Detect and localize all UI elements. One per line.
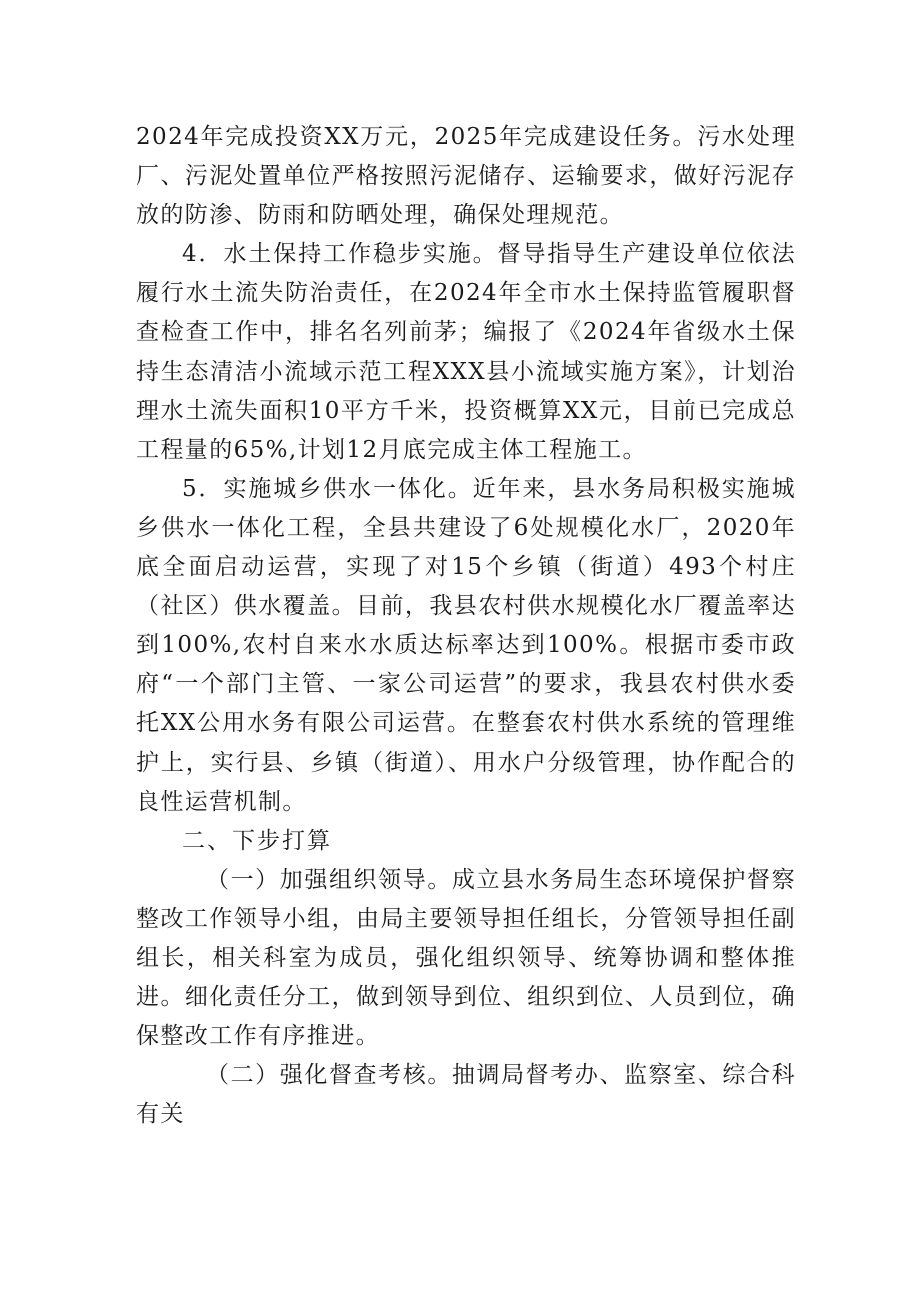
- section-heading-next-steps: 二、下步打算: [182, 827, 332, 854]
- paragraph-soil-conservation: 4．水土保持工作稳步实施。督导指导生产建设单位依法履行水土流失防治责任，在2024年全市水土保持监管履职督查检查工作中，排名名列前茅；编报了《2024年省级水土保持生态清洁小流域示范工程XXX县小流域实施方案》，计划治理水土流失面积10平方千米，投资概算XX元，目前已完成总工程量的65%,计划12月底完成主体工程施工。: [136, 241, 796, 463]
- paragraph-continuation: 2024年完成投资XX万元，2025年完成建设任务。污水处理厂、污泥处置单位严格按照污泥储存、运输要求，做好污泥存放的防渗、防雨和防晒处理，确保处理规范。: [136, 124, 796, 229]
- document-body: [136, 118, 796, 1134]
- paragraph-water-supply: 5．实施城乡供水一体化。近年来，县水务局积极实施城乡供水一体化工程，全县共建设了6处规模化水厂，2020年底全面启动运营，实现了对15个乡镇（街道）493个村庄（社区）供水覆盖。目前，我县农村供水规模化水厂覆盖率达到100%,农村自来水水质达标率达到100%。根据市委市政府“一个部门主管、一家公司运营”的要求，我县农村供水委托XX公用水务有限公司运营。在整套农村供水系统的管理维护上，实行县、乡镇（街道）、用水户分级管理，协作配合的良性运营机制。: [136, 475, 796, 815]
- paragraph-organization-leadership: （一）加强组织领导。成立县水务局生态环境保护督察整改工作领导小组，由局主要领导担任组长，分管领导担任副组长，相关科室为成员，强化组织领导、统筹协调和整体推进。细化责任分工，做到领导到位、组织到位、人员到位，确保整改工作有序推进。: [136, 866, 796, 1050]
- paragraph-supervision-assessment: （二）强化督查考核。抽调局督考办、监察室、综合科有关: [136, 1062, 796, 1128]
